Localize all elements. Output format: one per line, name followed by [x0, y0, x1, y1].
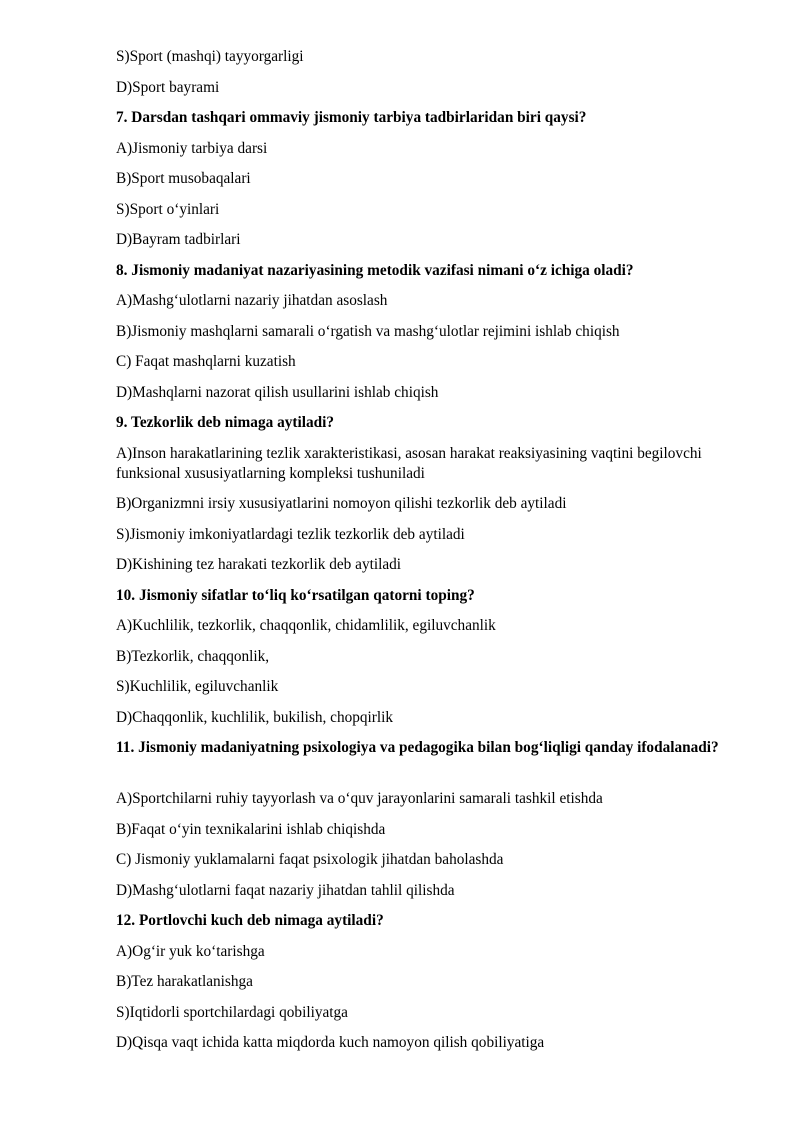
option-b: B)Jismoniy mashqlarni samarali o‘rgatish va mashg‘ulotlar rejimini ishlab chiqish: [116, 323, 620, 340]
option-b: B)Organizmni irsiy xususiyatlarini nomoyon qilishi tezkorlik deb aytiladi: [116, 495, 567, 512]
option-c: C) Jismoniy yuklamalarni faqat psixologik jihatdan baholashda: [116, 851, 504, 868]
option-d: D)Chaqqonlik, kuchlilik, bukilish, chopqirlik: [116, 709, 394, 726]
option-b: B)Tezkorlik, chaqqonlik,: [116, 648, 270, 665]
option-a: A)Kuchlilik, tezkorlik, chaqqonlik, chidamlilik, egiluvchanlik: [116, 617, 496, 634]
option-d: D)Mashqlarni nazorat qilish usullarini ishlab chiqish: [116, 384, 439, 401]
option-s: S)Iqtidorli sportchilardagi qobiliyatga: [116, 1004, 348, 1021]
option-a: A)Sportchilarni ruhiy tayyorlash va o‘quv jarayonlarini samarali tashkil etishda: [116, 790, 603, 807]
option-b: B)Tez harakatlanishga: [116, 973, 253, 990]
option-d: D)Qisqa vaqt ichida katta miqdorda kuch namoyon qilish qobiliyatiga: [116, 1034, 545, 1051]
option-s: S)Sport (mashqi) tayyorgarligi: [116, 48, 304, 65]
question-11: 11. Jismoniy madaniyatning psixologiya va pedagogika bilan bog‘liqligi qanday ifodalanadi?: [116, 739, 719, 756]
option-a: A)Og‘ir yuk ko‘tarishga: [116, 943, 265, 960]
question-8: 8. Jismoniy madaniyat nazariyasining metodik vazifasi nimani o‘z ichiga oladi?: [116, 262, 634, 279]
option-d: D)Bayram tadbirlari: [116, 231, 241, 248]
option-c: C) Faqat mashqlarni kuzatish: [116, 353, 296, 370]
option-s: S)Sport o‘yinlari: [116, 201, 220, 218]
question-7: 7. Darsdan tashqari ommaviy jismoniy tarbiya tadbirlaridan biri qaysi?: [116, 109, 587, 126]
option-a: A)Jismoniy tarbiya darsi: [116, 140, 268, 157]
option-d: D)Mashg‘ulotlarni faqat nazariy jihatdan tahlil qilishda: [116, 882, 455, 899]
option-d: D)Sport bayrami: [116, 79, 220, 96]
question-10: 10. Jismoniy sifatlar to‘liq ko‘rsatilgan qatorni toping?: [116, 587, 475, 604]
option-s: S)Jismoniy imkoniyatlardagi tezlik tezkorlik deb aytiladi: [116, 526, 465, 543]
option-b: B)Sport musobaqalari: [116, 170, 251, 187]
option-a: A)Inson harakatlarining tezlik xarakteristikasi, asosan harakat reaksiyasining vaqtini begilovchi funksional xususiyatlarning kompleksi tushuniladi: [116, 445, 702, 482]
option-s: S)Kuchlilik, egiluvchanlik: [116, 678, 279, 695]
question-12: 12. Portlovchi kuch deb nimaga aytiladi?: [116, 912, 384, 929]
question-9: 9. Tezkorlik deb nimaga aytiladi?: [116, 414, 335, 431]
option-d: D)Kishining tez harakati tezkorlik deb aytiladi: [116, 556, 402, 573]
option-b: B)Faqat o‘yin texnikalarini ishlab chiqishda: [116, 821, 386, 838]
option-a: A)Mashg‘ulotlarni nazariy jihatdan asoslash: [116, 292, 388, 309]
